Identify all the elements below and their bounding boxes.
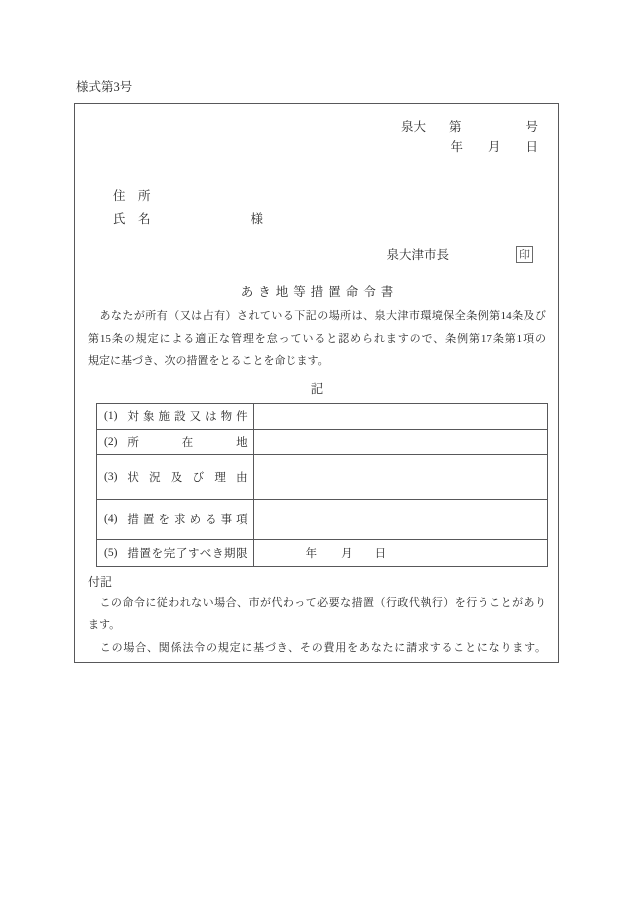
row-label: 所在地 [127, 436, 248, 449]
row-label-cell [97, 454, 254, 499]
honorific-label: 様 [250, 212, 264, 226]
row-label-cell [97, 403, 254, 429]
row-number: (2) [104, 435, 118, 448]
footnote-line: ます。 [88, 619, 121, 631]
body-line: あなたが所有（又は占有）されている下記の場所は、泉大津市環境保全条例第14条及び [88, 310, 546, 322]
deadline-year-label: 年 [305, 547, 318, 560]
address-line [113, 185, 546, 208]
table-row [97, 539, 548, 566]
row-label: 措置を求める事項 [127, 514, 248, 526]
mayor-title: 泉大津市長 [386, 248, 449, 262]
row-value-cell [253, 403, 547, 429]
document-number-line [88, 117, 546, 137]
date-day-label: 日 [525, 140, 538, 154]
date-year-label: 年 [450, 140, 463, 154]
doc-number-dai: 第 [448, 120, 462, 134]
row-number: (5) [104, 546, 118, 559]
row-number: (3) [104, 470, 118, 483]
row-value-cell [253, 454, 547, 499]
body-paragraph [88, 305, 546, 373]
document-date-line [88, 137, 546, 157]
doc-number-prefix: 泉大 [400, 120, 426, 134]
body-line: 規定に基づき、次の措置をとることを命じます。 [88, 355, 329, 367]
footnote-line: この場合、関係法令の規定に基づき、その費用をあなたに請求することになります。 [88, 641, 546, 654]
deadline-value-cell [253, 539, 547, 566]
date-month-label: 月 [487, 140, 501, 154]
body-line: 第15条の規定による適正な管理を怠っていると認められますので、条例第17条第1項の [88, 332, 546, 345]
deadline-day-label: 日 [374, 547, 387, 560]
row-value-cell [253, 429, 547, 454]
row-label-cell [97, 429, 254, 454]
name-line [113, 208, 546, 231]
row-label-cell [97, 499, 254, 539]
row-number: (1) [104, 410, 118, 422]
deadline-month-label: 月 [341, 547, 353, 560]
row-number: (4) [104, 513, 118, 525]
footnote-paragraph [88, 592, 546, 660]
measures-table [96, 403, 548, 567]
document-title: あき地等措置命令書 [240, 285, 399, 299]
table-row [97, 454, 548, 499]
row-label: 措置を完了すべき期限 [127, 547, 248, 560]
record-heading: 記 [310, 381, 324, 396]
seal-mark: 印 [516, 246, 533, 263]
issuer-line [88, 244, 546, 264]
doc-number-go: 号 [525, 120, 538, 134]
name-label: 氏 名 [113, 212, 151, 226]
document-frame [74, 103, 559, 663]
row-value-cell [253, 499, 547, 539]
footnote-heading: 付記 [88, 574, 113, 589]
row-label-cell [97, 539, 254, 566]
table-row [97, 403, 548, 429]
table-row [97, 429, 548, 454]
footnote-line: この命令に従われない場合、市が代わって必要な措置（行政代執行）を行うことがあり [88, 596, 546, 609]
table-row [97, 499, 548, 539]
row-label: 対象施設又は物件 [127, 411, 248, 423]
form-number-label: 様式第3号 [76, 80, 133, 94]
row-label: 状況及び理由 [127, 471, 248, 484]
addressee-block [113, 185, 546, 231]
address-label: 住 所 [113, 189, 151, 203]
